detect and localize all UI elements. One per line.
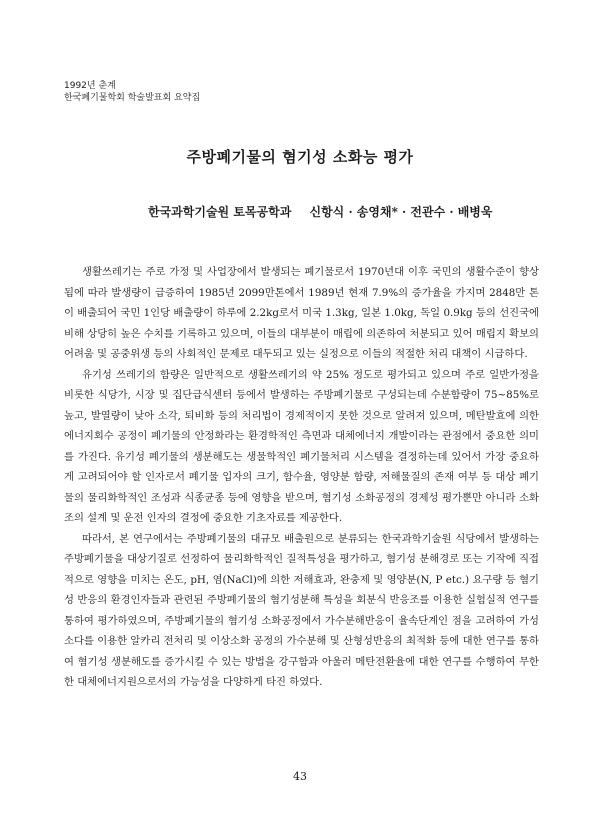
- author-names: 신항식 · 송영채* · 전관수 · 배병욱: [309, 205, 493, 219]
- header-proceedings: 한국폐기물학회 학술발표회 요약집: [64, 93, 201, 103]
- body-paragraph-3: 따라서, 본 연구에서는 주방폐기물의 대규모 배출원으로 분류되는 한국과학기술원 식당에서 발생하는 주방폐기물을 대상기질로 선정하여 물리화학적인 질적특성을 평가하고, 혐기성 분해경로 또는 기작에 직접적으로 영향을 미치는 온도, pH, 염(NaCl)에 의한 저해효과, 완충제 및 영양분(N, P etc.) 요구량 등 혐기성 반응의 환경인자들과 관련된 주방폐기물의 혐기성분해 특성을 회분식 반응조를 이용한 실험실적 연구를 통하여 평가하였으며, 주방폐기물의 혐기성 소화공정에서 가수분해반응이 율속단계인 점을 고려하여 가성소다를 이용한 알카리 전처리 및 이상소화 공정의 가수분해 및 산형성반응의 최적화 등에 대한 연구를 통하여 혐기성 생분해도를 증가시킬 수 있는 방법을 강구함과 아울러 메탄전환율에 대한 연구를 수행하여 무한한 대체에너지원으로서의 가능성을 다양하게 타진 하였다.: [64, 532, 539, 688]
- proceedings-header: [64, 80, 200, 104]
- author-affiliation: 한국과학기술원 토목공학과: [148, 205, 292, 219]
- author-line: [148, 203, 492, 220]
- paper-title: 주방폐기물의 혐기성 소화능 평가: [186, 148, 414, 166]
- body-paragraph-2: 유기성 쓰레기의 함량은 일반적으로 생활쓰레기의 약 25% 정도로 평가되고 있으며 주로 일반가정을 비롯한 식당가, 시장 및 집단급식센터 등에서 발생하는 주방폐기물로 구성되는데 수분함량이 75~85%로 높고, 발열량이 낮아 소각, 퇴비화 등의 처리법이 경제적이지 못한 것으로 알려져 있으며, 메탄발효에 의한 에너지회수 공정이 폐기물의 안정화라는 환경학적인 측면과 대체에너지 개발이라는 관점에서 중요한 의미를 가진다. 유기성 폐기물의 생분해도는 생물학적인 폐기물처리 시스템을 결정하는데 있어서 가장 중요하게 고려되어야 할 인자로서 폐기물 입자의 크기, 함수율, 영양분 함량, 저해물질의 존재 여부 등 대상 폐기물의 물리화학적인 조성과 식종균종 등에 영향을 받으며, 혐기성 소화공정의 경제성 평가뿐만 아니라 소화조의 설계 및 운전 인자의 결정에 중요한 기초자료를 제공한다.: [64, 368, 539, 524]
- header-session: 1992년 춘계: [64, 81, 116, 91]
- body-paragraph-1: 생활쓰레기는 주로 가정 및 사업장에서 발생되는 폐기물로서 1970년대 이후 국민의 생활수준이 향상됨에 따라 발생량이 급증하여 1985년 2099만톤에서 1989년 현재 7.9%의 증가율을 가지며 2848만 톤이 배출되어 국민 1인당 배출량이 하루에 2.2kg로서 미국 1.3kg, 일본 1.0kg, 독일 0.9kg 등의 선진국에 비해 상당히 높은 수치를 기록하고 있으며, 이들의 대부분이 매립에 의존하여 처분되고 있어 매립지 확보의 어려움 및 공중위생 등의 사회적인 문제로 대두되고 있는 실정으로 이들의 적절한 처리 대책이 시급하다.: [64, 266, 539, 360]
- page-number: 43: [293, 770, 307, 783]
- abstract-body: [64, 262, 539, 693]
